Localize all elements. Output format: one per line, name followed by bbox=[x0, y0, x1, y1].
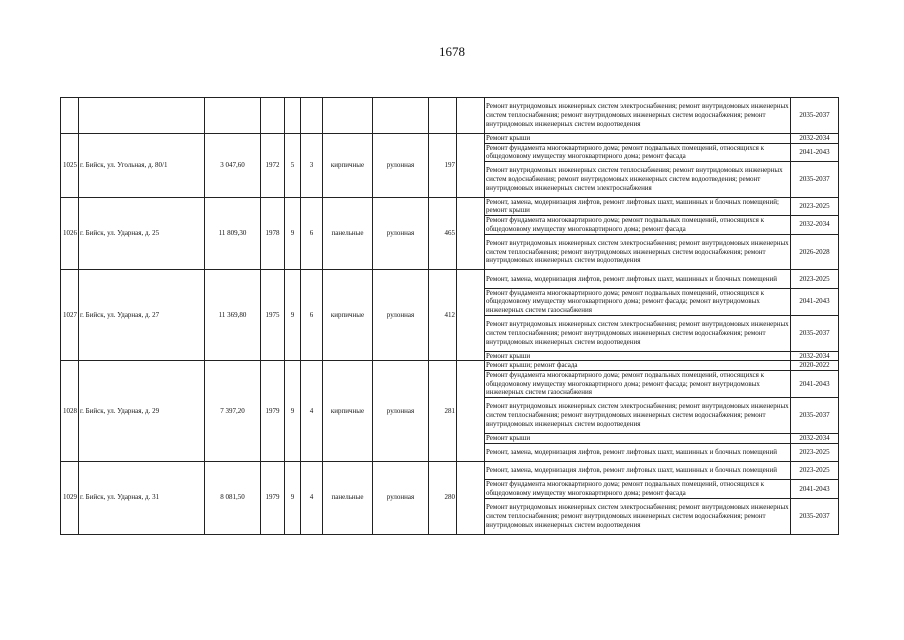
work-description: Ремонт крыши bbox=[485, 351, 791, 361]
record-entrances bbox=[301, 98, 323, 134]
record-empty-cell bbox=[457, 462, 485, 535]
work-period: 2032-2034 bbox=[791, 133, 839, 143]
record-empty-cell bbox=[457, 197, 485, 270]
work-period: 2041-2043 bbox=[791, 480, 839, 498]
record-number: 1027 bbox=[61, 270, 79, 361]
record-entrances: 4 bbox=[301, 462, 323, 535]
record-floors: 9 bbox=[285, 197, 301, 270]
record-residents: 280 bbox=[429, 462, 457, 535]
work-period: 2041-2043 bbox=[791, 371, 839, 398]
record-wall-material: кирпичные bbox=[323, 361, 373, 462]
work-period: 2032-2034 bbox=[791, 433, 839, 443]
work-period: 2041-2043 bbox=[791, 288, 839, 315]
record-area bbox=[205, 98, 261, 134]
record-number: 1029 bbox=[61, 462, 79, 535]
record-entrances: 6 bbox=[301, 270, 323, 361]
work-description: Ремонт внутридомовых инженерных систем электроснабжения; ремонт внутридомовых инженерных систем теплоснабжения; ремонт внутридомовых инженерных систем водоснабжения; ремонт внутридомовых инженерных систем водоотведения bbox=[485, 398, 791, 434]
work-period: 2023-2025 bbox=[791, 443, 839, 461]
housing-repair-table bbox=[60, 97, 839, 535]
record-floors: 9 bbox=[285, 270, 301, 361]
work-period: 2023-2025 bbox=[791, 270, 839, 288]
table-row bbox=[61, 133, 839, 143]
record-number bbox=[61, 98, 79, 134]
record-year bbox=[261, 98, 285, 134]
work-description: Ремонт внутридомовых инженерных систем электроснабжения; ремонт внутридомовых инженерных систем теплоснабжения; ремонт внутридомовых инженерных систем водоснабжения; ремонт внутридомовых инженерных систем водоотведения bbox=[485, 498, 791, 534]
work-period: 2035-2037 bbox=[791, 498, 839, 534]
work-description: Ремонт, замена, модернизация лифтов, ремонт лифтовых шахт, машинных и блочных помещений bbox=[485, 462, 791, 480]
work-description: Ремонт внутридомовых инженерных систем электроснабжения; ремонт внутридомовых инженерных систем теплоснабжения; ремонт внутридомовых инженерных систем водоснабжения; ремонт внутридомовых инженерных систем водоотведения bbox=[485, 315, 791, 351]
record-residents: 197 bbox=[429, 133, 457, 197]
work-description: Ремонт внутридомовых инженерных систем электроснабжения; ремонт внутридомовых инженерных систем теплоснабжения; ремонт внутридомовых инженерных систем водоснабжения; ремонт внутридомовых инженерных систем водоотведения bbox=[485, 234, 791, 270]
record-residents: 465 bbox=[429, 197, 457, 270]
record-roof-type: рулонная bbox=[373, 270, 429, 361]
work-description: Ремонт фундамента многоквартирного дома; ремонт подвальных помещений, относящихся к общедомовому имуществу многоквартирного дома; ремонт фасада; ремонт внутридомовых инженерных систем газоснабжения bbox=[485, 288, 791, 315]
work-period: 2035-2037 bbox=[791, 398, 839, 434]
page-number: 1678 bbox=[439, 44, 465, 59]
work-description: Ремонт внутридомовых инженерных систем электроснабжения; ремонт внутридомовых инженерных систем теплоснабжения; ремонт внутридомовых инженерных систем водоснабжения; ремонт внутридомовых инженерных систем водоотведения bbox=[485, 98, 791, 134]
record-empty-cell bbox=[457, 270, 485, 361]
record-floors: 9 bbox=[285, 462, 301, 535]
record-year: 1979 bbox=[261, 361, 285, 462]
record-roof-type bbox=[373, 98, 429, 134]
work-period: 2035-2037 bbox=[791, 315, 839, 351]
record-residents: 412 bbox=[429, 270, 457, 361]
record-address: г. Бийск, ул. Угольная, д. 80/1 bbox=[79, 133, 205, 197]
record-roof-type: рулонная bbox=[373, 197, 429, 270]
work-period: 2032-2034 bbox=[791, 351, 839, 361]
work-description: Ремонт, замена, модернизация лифтов, ремонт лифтовых шахт, машинных и блочных помещений; ремонт крыши bbox=[485, 197, 791, 215]
record-address: г. Бийск, ул. Ударная, д. 25 bbox=[79, 197, 205, 270]
work-description: Ремонт крыши bbox=[485, 433, 791, 443]
work-description: Ремонт фундамента многоквартирного дома; ремонт подвальных помещений, относящихся к общедомовому имуществу многоквартирного дома; ремонт фасада bbox=[485, 480, 791, 498]
record-number: 1028 bbox=[61, 361, 79, 462]
record-entrances: 3 bbox=[301, 133, 323, 197]
work-period: 2023-2025 bbox=[791, 462, 839, 480]
work-period: 2041-2043 bbox=[791, 143, 839, 161]
record-floors: 5 bbox=[285, 133, 301, 197]
record-wall-material: панельные bbox=[323, 197, 373, 270]
record-number: 1026 bbox=[61, 197, 79, 270]
work-description: Ремонт, замена, модернизация лифтов, ремонт лифтовых шахт, машинных и блочных помещений bbox=[485, 270, 791, 288]
work-period: 2023-2025 bbox=[791, 197, 839, 215]
record-roof-type: рулонная bbox=[373, 361, 429, 462]
record-area: 11 809,30 bbox=[205, 197, 261, 270]
record-area: 11 369,80 bbox=[205, 270, 261, 361]
work-description: Ремонт фундамента многоквартирного дома; ремонт подвальных помещений, относящихся к общедомовому имуществу многоквартирного дома; ремонт фасада; ремонт внутридомовых инженерных систем газоснабжения bbox=[485, 371, 791, 398]
record-number: 1025 bbox=[61, 133, 79, 197]
work-description: Ремонт, замена, модернизация лифтов, ремонт лифтовых шахт, машинных и блочных помещений bbox=[485, 443, 791, 461]
record-wall-material bbox=[323, 98, 373, 134]
record-floors bbox=[285, 98, 301, 134]
record-year: 1979 bbox=[261, 462, 285, 535]
record-empty-cell bbox=[457, 98, 485, 134]
table-row bbox=[61, 197, 839, 215]
record-area: 8 081,50 bbox=[205, 462, 261, 535]
record-empty-cell bbox=[457, 133, 485, 197]
work-period: 2035-2037 bbox=[791, 161, 839, 197]
record-year: 1972 bbox=[261, 133, 285, 197]
record-empty-cell bbox=[457, 361, 485, 462]
table-row bbox=[61, 361, 839, 371]
work-period: 2020-2022 bbox=[791, 361, 839, 371]
work-description: Ремонт крыши bbox=[485, 133, 791, 143]
work-period: 2035-2037 bbox=[791, 98, 839, 134]
work-period: 2032-2034 bbox=[791, 216, 839, 234]
record-wall-material: кирпичные bbox=[323, 270, 373, 361]
record-address bbox=[79, 98, 205, 134]
work-description: Ремонт внутридомовых инженерных систем теплоснабжения; ремонт внутридомовых инженерных систем водоснабжения; ремонт внутридомовых инженерных систем водоотведения; ремонт внутридомовых инженерных систем электроснабжения bbox=[485, 161, 791, 197]
record-residents: 281 bbox=[429, 361, 457, 462]
table-row bbox=[61, 462, 839, 480]
record-address: г. Бийск, ул. Ударная, д. 31 bbox=[79, 462, 205, 535]
work-description: Ремонт фундамента многоквартирного дома; ремонт подвальных помещений, относящихся к общедомовому имуществу многоквартирного дома; ремонт фасада bbox=[485, 216, 791, 234]
record-entrances: 6 bbox=[301, 197, 323, 270]
table-body bbox=[61, 98, 839, 535]
record-wall-material: кирпичные bbox=[323, 133, 373, 197]
record-wall-material: панельные bbox=[323, 462, 373, 535]
work-description: Ремонт крыши; ремонт фасада bbox=[485, 361, 791, 371]
record-year: 1975 bbox=[261, 270, 285, 361]
record-entrances: 4 bbox=[301, 361, 323, 462]
record-roof-type: рулонная bbox=[373, 133, 429, 197]
work-period: 2026-2028 bbox=[791, 234, 839, 270]
work-description: Ремонт фундамента многоквартирного дома; ремонт подвальных помещений, относящихся к общедомовому имуществу многоквартирного дома; ремонт фасада bbox=[485, 143, 791, 161]
table-row bbox=[61, 98, 839, 134]
record-address: г. Бийск, ул. Ударная, д. 27 bbox=[79, 270, 205, 361]
table-row bbox=[61, 270, 839, 288]
record-roof-type: рулонная bbox=[373, 462, 429, 535]
record-year: 1978 bbox=[261, 197, 285, 270]
record-address: г. Бийск, ул. Ударная, д. 29 bbox=[79, 361, 205, 462]
record-residents bbox=[429, 98, 457, 134]
record-floors: 9 bbox=[285, 361, 301, 462]
record-area: 3 047,60 bbox=[205, 133, 261, 197]
record-area: 7 397,20 bbox=[205, 361, 261, 462]
